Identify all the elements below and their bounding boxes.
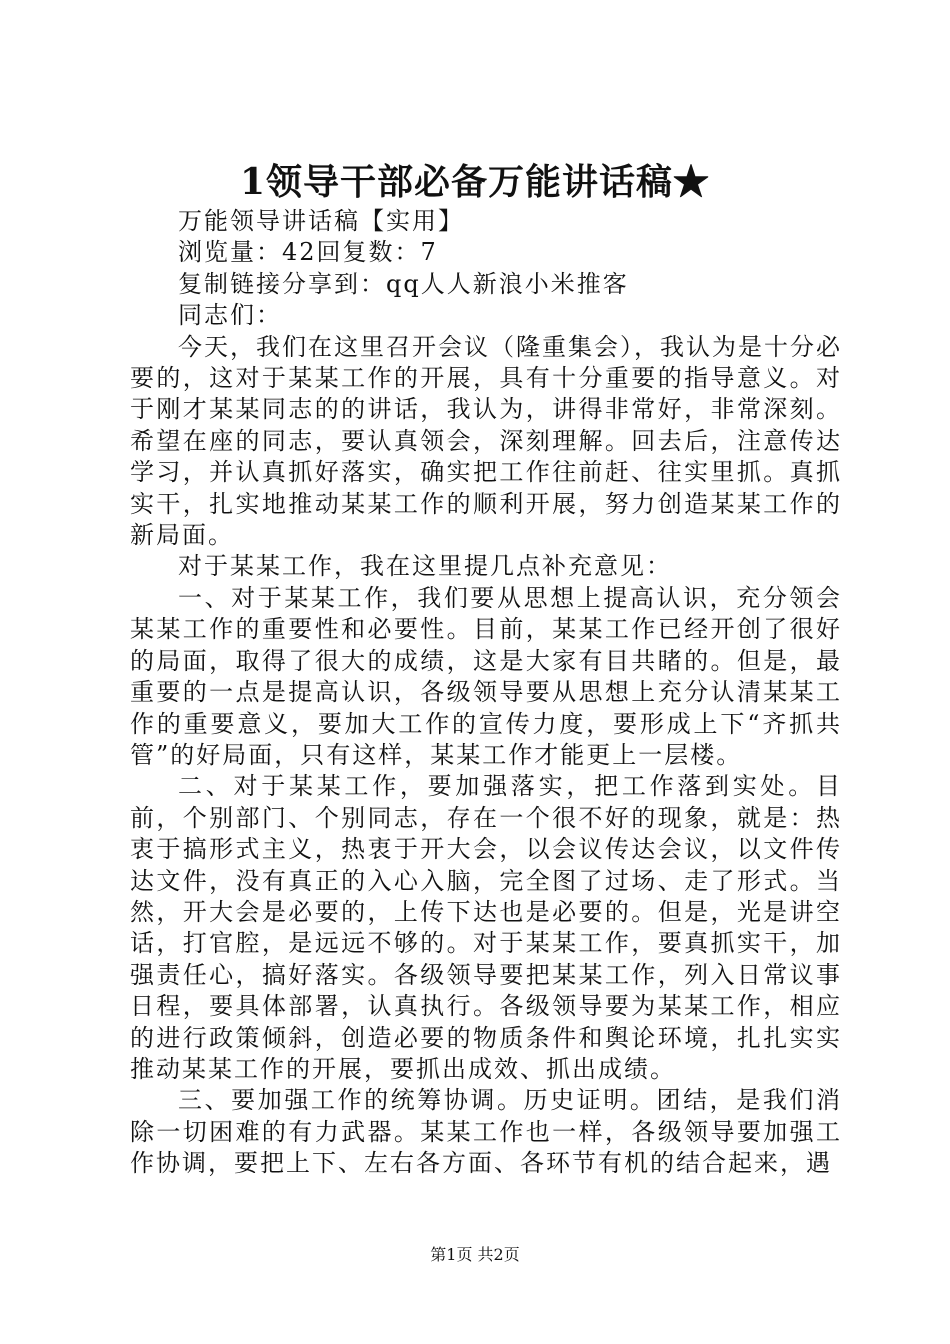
paragraph-point-one: 一、对于某某工作，我们要从思想上提高认识，充分领会某某工作的重要性和必要性。目前，某某工作已经开创了很好的局面，取得了很大的成绩，这是大家有目共睹的。但是，最重要的一点是提高认识，各级领导要从思想上充分认清某某工作的重要意义，要加大工作的宣传力度，要形成上下“齐抓共管”的好局面，只有这样，某某工作才能更上一层楼。 bbox=[130, 583, 842, 769]
paragraph-share: 复制链接分享到：qq人人新浪小米推客 bbox=[178, 269, 629, 298]
paragraph-intro-points: 对于某某工作，我在这里提几点补充意见： bbox=[178, 552, 672, 581]
document-body bbox=[130, 206, 842, 1180]
paragraph-opening: 今天，我们在这里召开会议（隆重集会），我认为是十分必要的，这对于某某工作的开展，具有十分重要的指导意义。对于刚才某某同志的的讲话，我认为，讲得非常好，非常深刻。希望在座的同志，要认真领会，深刻理解。回去后，注意传达学习，并认真抓好落实，确实把工作往前赶、往实里抓。真抓实干，扎实地推动某某工作的顺利开展，努力创造某某工作的新局面。 bbox=[130, 332, 842, 550]
page-footer: 第1页 共2页 bbox=[430, 1245, 520, 1264]
paragraph-stats: 浏览量：42回复数：7 bbox=[178, 238, 438, 267]
document-title: 1领导干部必备万能讲话稿★ bbox=[239, 161, 711, 203]
paragraph-point-two: 二、对于某某工作，要加强落实，把工作落到实处。目前，个别部门、个别同志，存在一个很不好的现象，就是：热衷于搞形式主义，热衷于开大会，以会议传达会议，以文件传达文件，没有真正的入心入脑，完全图了过场、走了形式。当然，开大会是必要的，上传下达也是必要的。但是，光是讲空话，打官腔，是远远不够的。对于某某工作，要真抓实干，加强责任心，搞好落实。各级领导要把某某工作，列入日常议事日程，要具体部署，认真执行。各级领导要为某某工作，相应的进行政策倾斜，创造必要的物质条件和舆论环境，扎扎实实推动某某工作的开展，要抓出成效、抓出成绩。 bbox=[130, 772, 842, 1083]
paragraph-point-three: 三、要加强工作的统筹协调。历史证明。团结，是我们消除一切困难的有力武器。某某工作也一样，各级领导要加强工作协调，要把上下、左右各方面、各环节有机的结合起来，遇 bbox=[130, 1086, 842, 1178]
paragraph-subtitle: 万能领导讲话稿【实用】 bbox=[178, 207, 464, 235]
paragraph-greeting: 同志们： bbox=[178, 301, 282, 330]
